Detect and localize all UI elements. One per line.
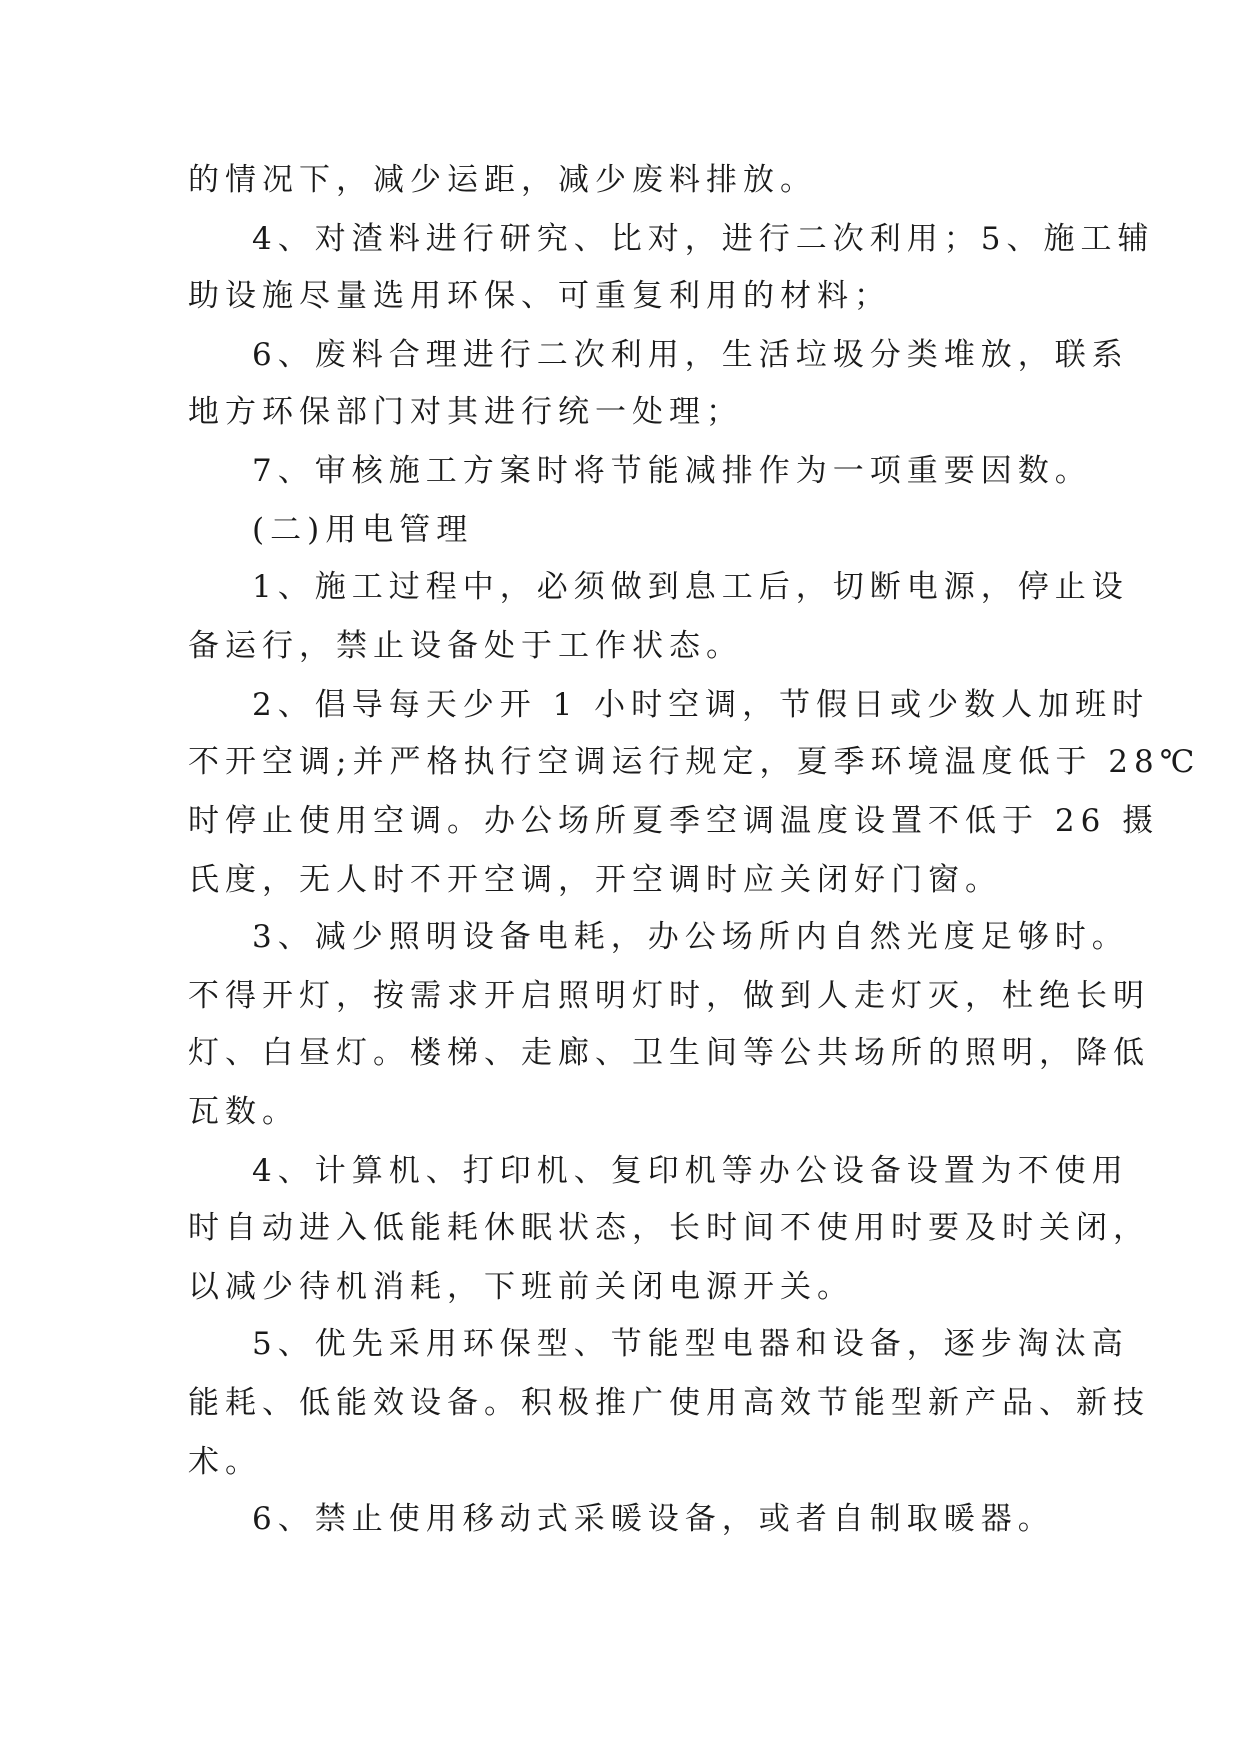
text-line: 6、废料合理进行二次利用，生活垃圾分类堆放，联系 <box>252 337 1129 373</box>
text-line: 的情况下，减少运距，减少废料排放。 <box>188 162 817 198</box>
text-line: 助设施尽量选用环保、可重复利用的材料； <box>188 278 891 314</box>
text-line: 不得开灯，按需求开启照明灯时，做到人走灯灭，杜绝长明 <box>188 978 1150 1014</box>
text-line: 备运行，禁止设备处于工作状态。 <box>188 628 743 664</box>
text-line: 4、对渣料进行研究、比对，进行二次利用；5、施工辅 <box>252 221 1155 257</box>
text-line: 7、审核施工方案时将节能减排作为一项重要因数。 <box>252 453 1092 489</box>
text-line: 不开空调;并严格执行空调运行规定，夏季环境温度低于 28℃ <box>188 744 1201 780</box>
text-line: 2、倡导每天少开 1 小时空调，节假日或少数人加班时 <box>252 687 1150 723</box>
text-line: 6、禁止使用移动式采暖设备，或者自制取暖器。 <box>252 1501 1055 1537</box>
text-line: 1、施工过程中，必须做到息工后，切断电源，停止设 <box>252 569 1129 605</box>
text-line: 地方环保部门对其进行统一处理； <box>188 394 743 430</box>
text-line: 瓦数。 <box>188 1094 299 1130</box>
text-line: 3、减少照明设备电耗，办公场所内自然光度足够时。 <box>252 919 1129 955</box>
text-line: 时停止使用空调。办公场所夏季空调温度设置不低于 26 摄 <box>188 803 1160 839</box>
text-line: 能耗、低能效设备。积极推广使用高效节能型新产品、新技 <box>188 1385 1150 1421</box>
text-line: 5、优先采用环保型、节能型电器和设备，逐步淘汰高 <box>252 1326 1129 1362</box>
text-line: 氏度，无人时不开空调，开空调时应关闭好门窗。 <box>188 862 1002 898</box>
section-heading: (二)用电管理 <box>252 512 474 548</box>
text-line: 以减少待机消耗，下班前关闭电源开关。 <box>188 1269 854 1305</box>
text-line: 时自动进入低能耗休眠状态，长时间不使用时要及时关闭， <box>188 1210 1150 1246</box>
text-line: 灯、白昼灯。楼梯、走廊、卫生间等公共场所的照明，降低 <box>188 1035 1150 1071</box>
text-line: 术。 <box>188 1444 262 1480</box>
text-line: 4、计算机、打印机、复印机等办公设备设置为不使用 <box>252 1153 1129 1189</box>
